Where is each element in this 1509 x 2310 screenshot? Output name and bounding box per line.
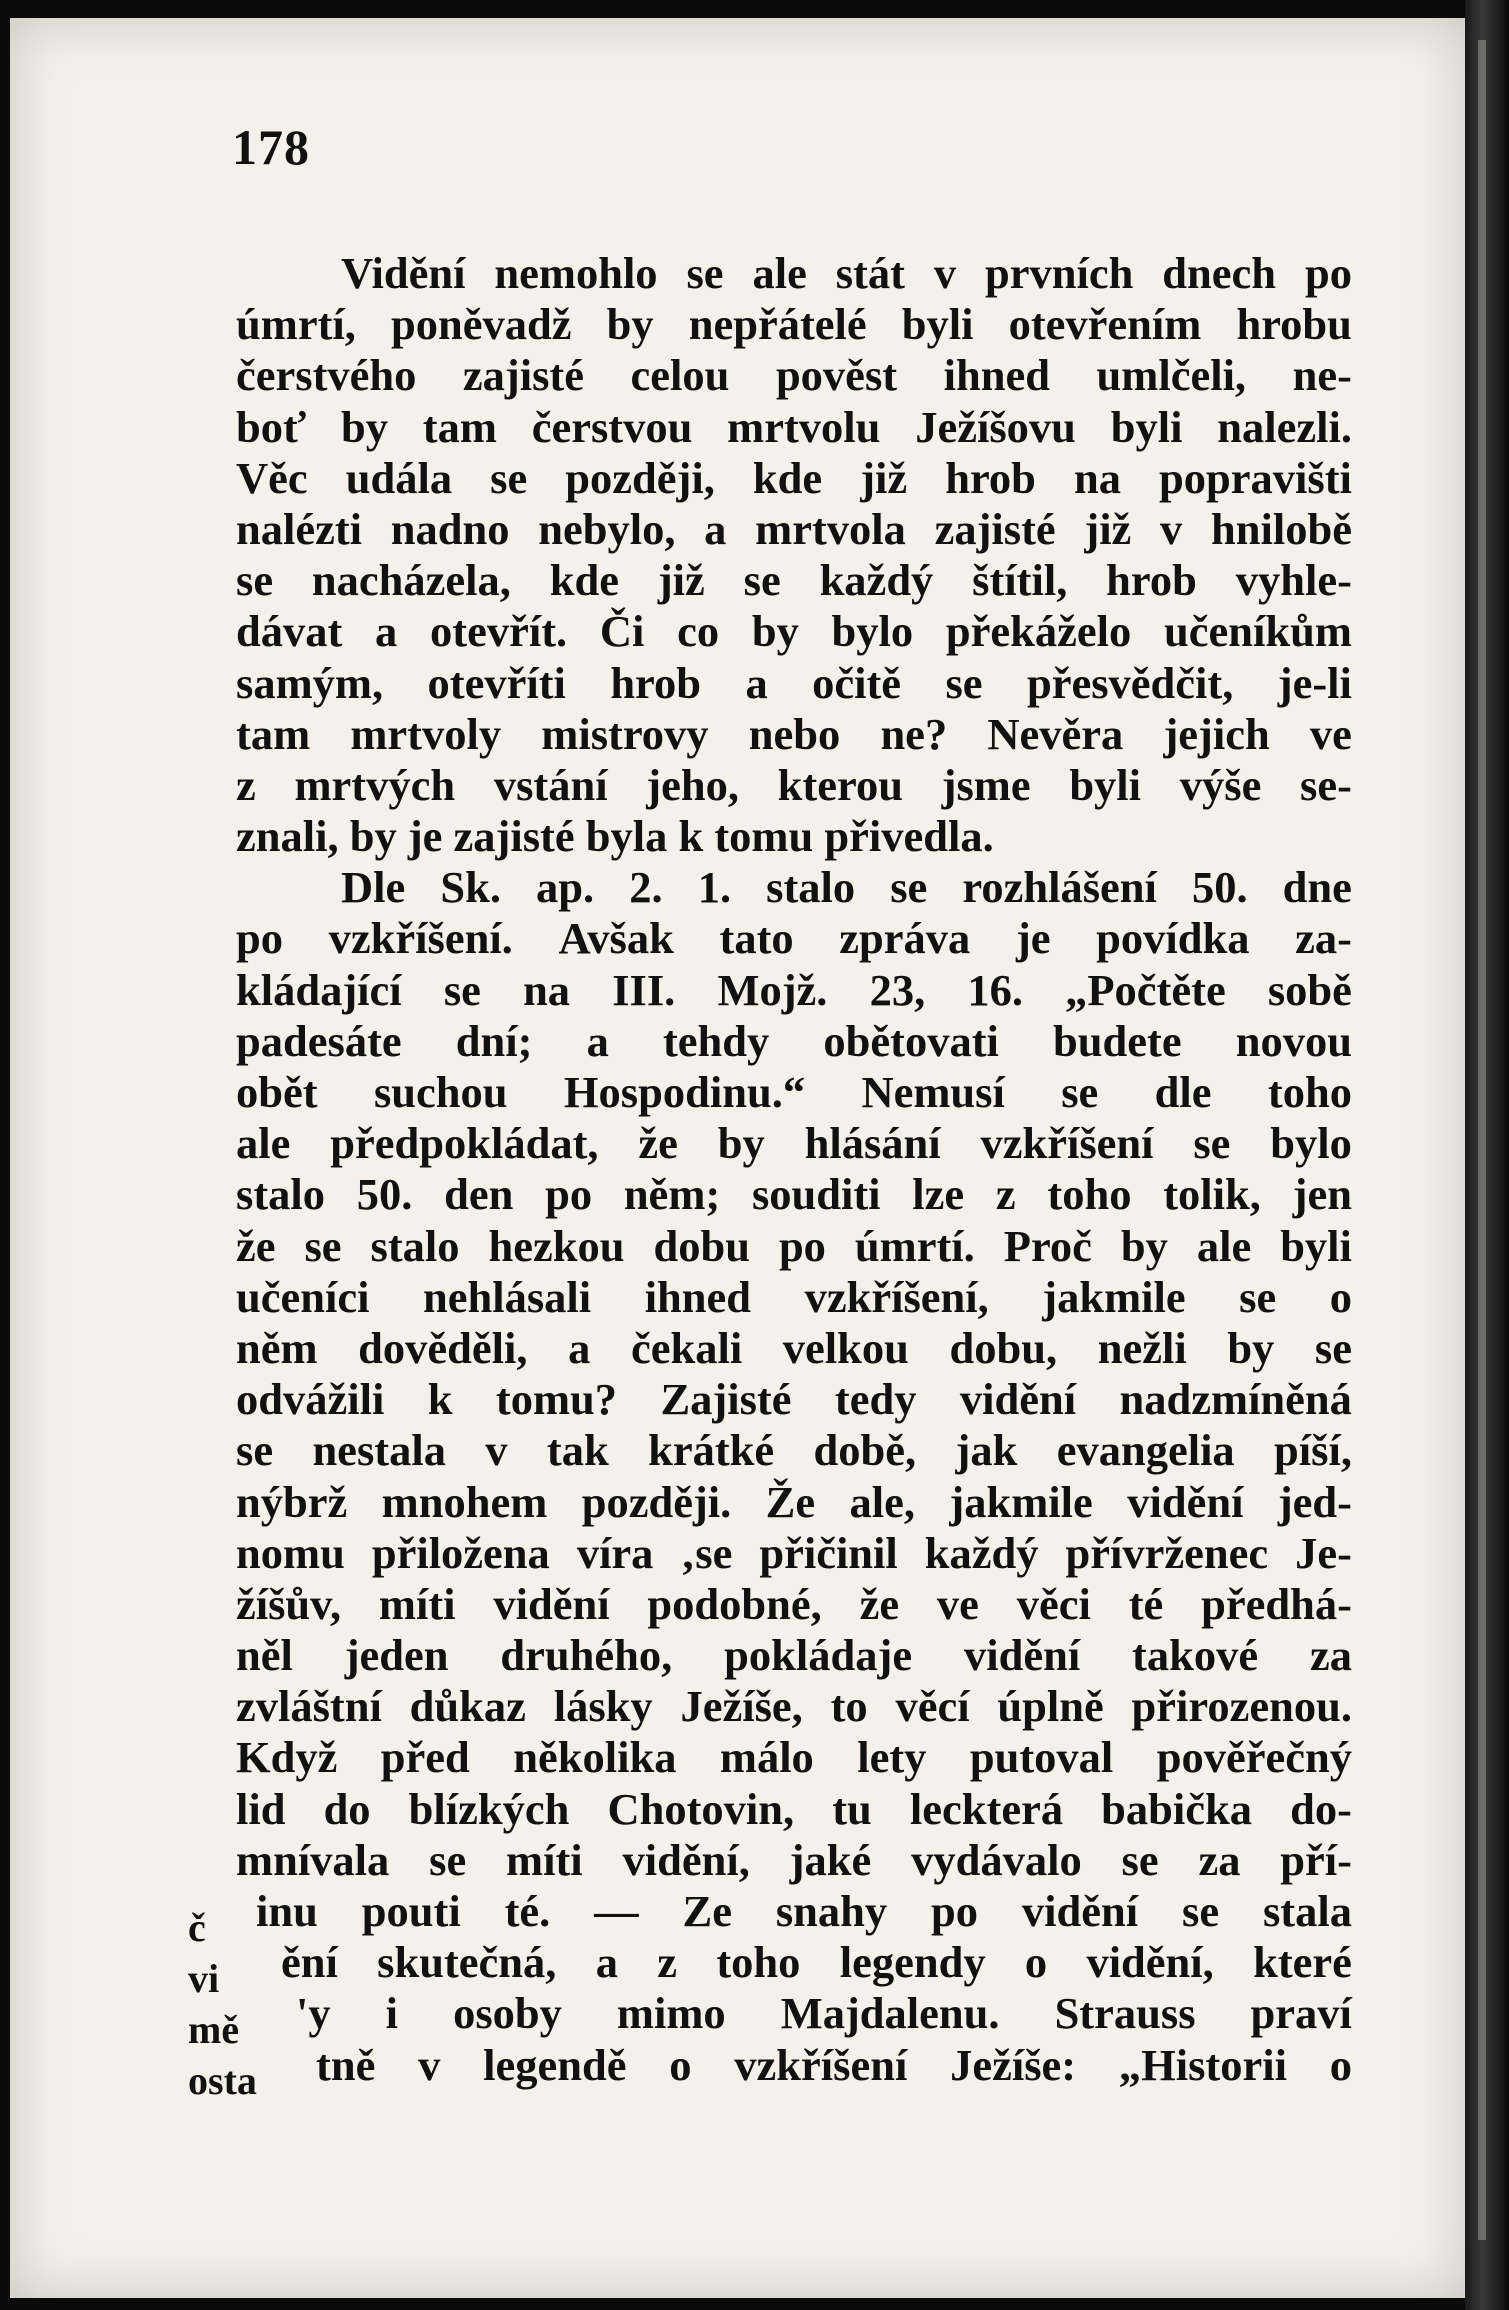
text-line: po vzkříšení. Avšak tato zpráva je povídka za- [236,913,1352,964]
text-line: znali, by je zajisté byla k tomu přivedla. [236,811,994,862]
text-line: čerstvého zajisté celou pověst ihned umlčeli, ne- [236,350,1352,401]
text-line: nalézti nadno nebylo, a mrtvola zajisté již v hnilobě [236,503,1352,554]
page-number: 178 [232,119,310,175]
text-line: něl jeden druhého, pokládaje vidění takové za [236,1630,1352,1681]
text-line: Dle Sk. ap. 2. 1. stalo se rozhlášení 50. dne [341,862,1352,913]
text-line: učeníci nehlásali ihned vzkříšení, jakmile se o [236,1271,1352,1322]
text-line: se nacházela, kde již se každý štítil, hrob vyhle- [236,555,1352,606]
text-line: nomu přiložena víra ‚se přičinil každý přívrženec Je- [236,1527,1352,1578]
text-line: dávat a otevřít. Či co by bylo překáželo učeníkům [236,606,1352,657]
margin-fragment: mě [188,2007,240,2052]
text-line: nýbrž mnohem později. Že ale, jakmile vidění jed- [236,1476,1352,1527]
text-line: tně v legendě o vzkříšení Ježíše: „Historii o [316,2039,1352,2090]
text-line: něm dověděli, a čekali velkou dobu, nežli by se [236,1322,1352,1373]
text-line: stalo 50. den po něm; souditi lze z toho tolik, jen [236,1169,1352,1220]
text-line: Věc udála se později, kde již hrob na popravišti [236,452,1352,503]
text-line: ale předpokládat, že by hlásání vzkříšení se bylo [236,1118,1352,1169]
text-line: se nestala v tak krátké době, jak evangelia píší, [236,1425,1352,1476]
text-line: z mrtvých vstání jeho, kterou jsme byli výše se- [236,759,1352,810]
margin-fragment: vi [188,1956,220,2001]
text-line: zvláštní důkaz lásky Ježíše, to věcí úplně přirozenou. [236,1681,1352,1732]
text-line: kládající se na III. Mojž. 23, 16. „Počtěte sobě [236,964,1352,1015]
body-text [236,248,1352,2091]
text-line: samým, otevříti hrob a očitě se přesvědčit, je-li [236,657,1352,708]
text-line: 'y i osoby mimo Majdalenu. Strauss praví [296,1988,1352,2039]
scan-edge-line [1478,40,1486,2240]
text-line: tam mrtvoly mistrovy nebo ne? Nevěra jejich ve [236,708,1352,759]
margin-fragments [188,1903,257,2107]
text-line: ění skutečná, a z toho legendy o vidění, které [281,1937,1352,1988]
text-line: úmrtí, poněvadž by nepřátelé byli otevřením hrobu [236,299,1352,350]
text-line: Když před několika málo lety putoval pověřečný [236,1732,1352,1783]
text-line: že se stalo hezkou dobu po úmrtí. Proč by ale byli [236,1220,1352,1271]
margin-fragment: osta [188,2058,257,2103]
text-line: boť by tam čerstvou mrtvolu Ježíšovu byli nalezli. [236,401,1352,452]
text-line: mnívala se míti vidění, jaké vydávalo se za pří- [236,1834,1352,1885]
text-line: obět suchou Hospodinu.“ Nemusí se dle toho [236,1067,1352,1117]
text-line: inu pouti té. — Ze snahy po vidění se stala [256,1886,1352,1936]
scan-edge [1465,0,1509,2310]
text-line: odvážili k tomu? Zajisté tedy vidění nadzmíněná [236,1374,1352,1425]
text-line: žíšův, míti vidění podobné, že ve věci té předhá- [236,1578,1352,1629]
text-line: lid do blízkých Chotovin, tu leckterá babička do- [236,1783,1352,1834]
text-line: padesáte dní; a tehdy obětovati budete novou [236,1015,1352,1066]
text-line: Vidění nemohlo se ale stát v prvních dnech po [341,248,1352,298]
margin-fragment: č [188,1905,206,1950]
